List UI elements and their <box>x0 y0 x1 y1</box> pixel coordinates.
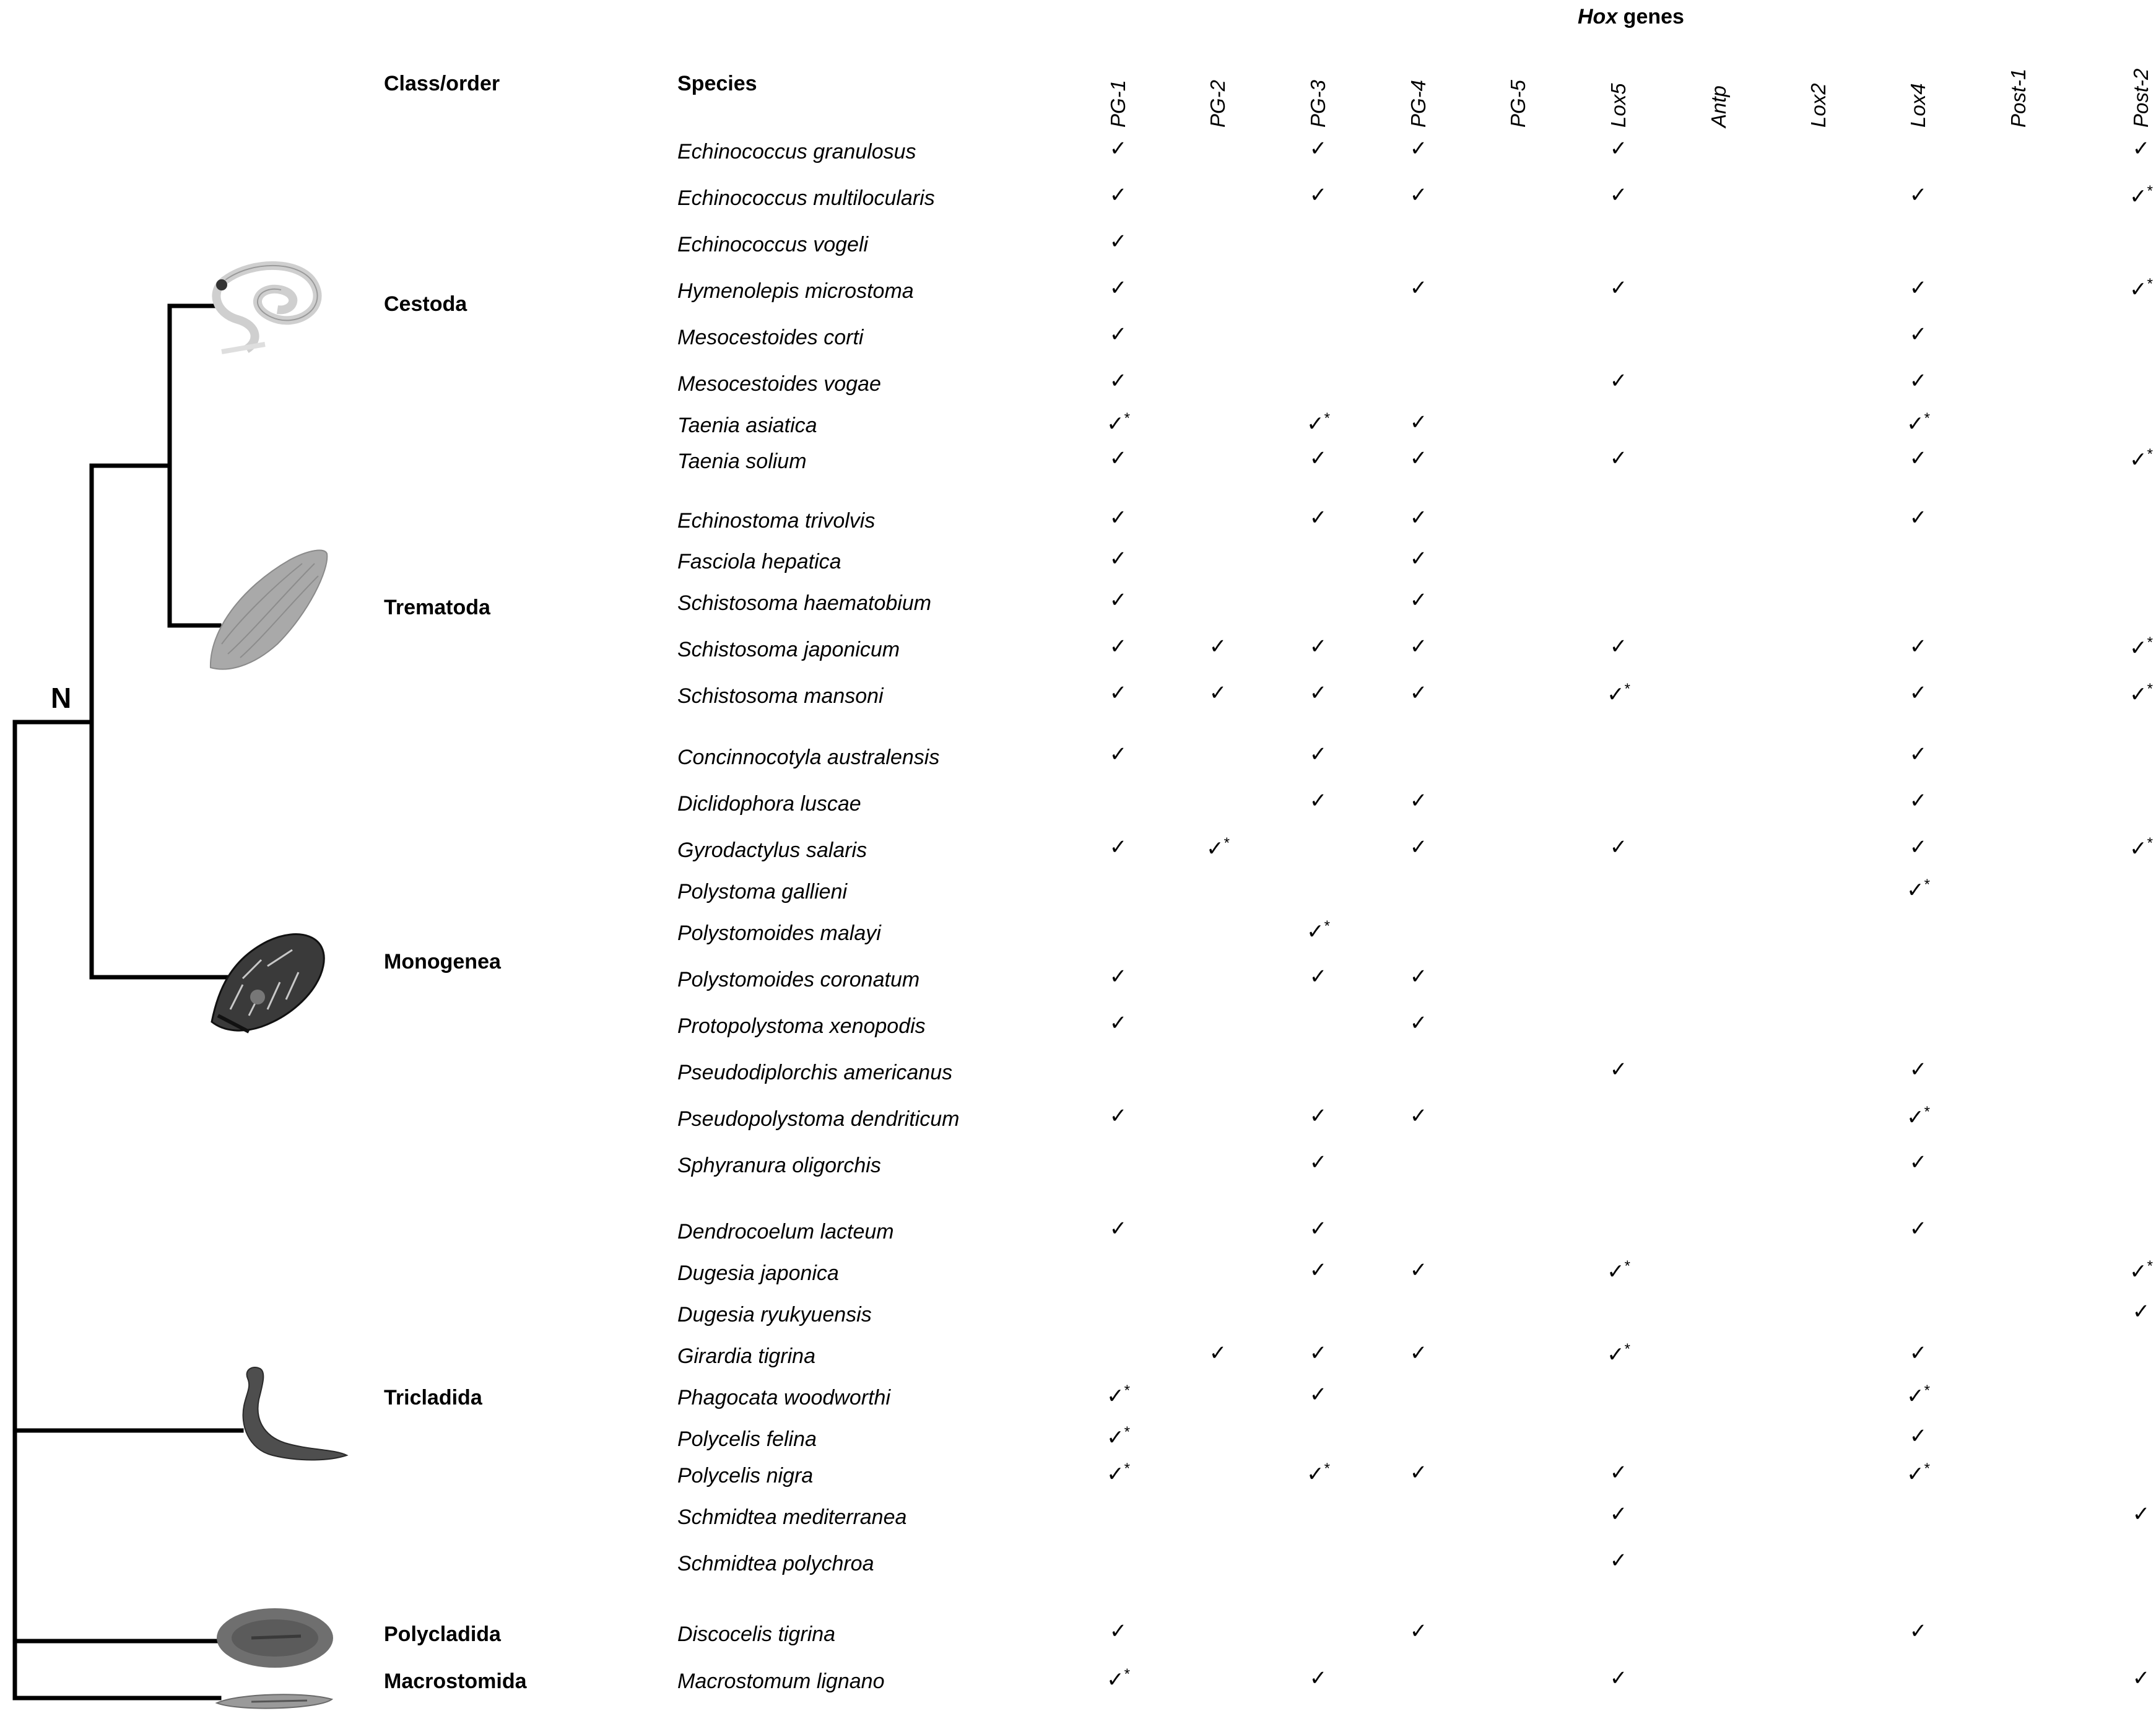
check-mark: ✓ <box>1409 1258 1428 1282</box>
species-name: Discocelis tigrina <box>677 1622 836 1646</box>
clade-label-polycladida: Polycladida <box>384 1622 501 1646</box>
check-mark: ✓ <box>1409 835 1428 859</box>
check-mark: ✓ <box>1409 1619 1428 1643</box>
check-mark: ✓ <box>1609 137 1628 160</box>
check-mark: ✓ <box>1409 411 1428 434</box>
check-mark: ✓ <box>1409 965 1428 988</box>
check-mark: ✓ <box>1109 323 1128 346</box>
check-mark: ✓ <box>1309 183 1328 207</box>
clade-label-trematoda: Trematoda <box>384 596 490 619</box>
check-mark: ✓ <box>2132 137 2150 160</box>
partial-sequence-star: * <box>1124 1424 1130 1440</box>
species-name: Schmidtea polychroa <box>677 1552 874 1575</box>
check-mark: ✓ <box>1306 1462 1324 1486</box>
check-mark: ✓ <box>1109 276 1128 300</box>
gene-header-antp: Antp <box>1707 85 1730 128</box>
partial-sequence-star: * <box>1124 1666 1130 1683</box>
gene-header-post-1: Post-1 <box>2007 68 2030 128</box>
check-mark: ✓ <box>1409 1104 1428 1128</box>
polyclad-icon <box>214 1604 336 1672</box>
check-mark: ✓ <box>1909 369 1928 393</box>
check-mark: ✓ <box>1409 547 1428 570</box>
check-mark: ✓ <box>1909 1619 1928 1643</box>
check-mark: ✓ <box>1309 1341 1328 1365</box>
species-name: Polystomoides coronatum <box>677 968 920 991</box>
partial-sequence-star: * <box>1924 1460 1930 1477</box>
check-mark: ✓ <box>1209 1341 1227 1365</box>
check-mark: ✓ <box>1409 137 1428 160</box>
partial-sequence-star: * <box>2147 446 2153 463</box>
partial-sequence-star: * <box>2147 1258 2153 1274</box>
check-mark: ✓ <box>2129 837 2147 861</box>
partial-sequence-star: * <box>1124 410 1130 427</box>
partial-sequence-star: * <box>1624 1258 1630 1274</box>
check-mark: ✓ <box>1309 1151 1328 1174</box>
check-mark: ✓ <box>1609 1549 1628 1572</box>
check-mark: ✓ <box>1609 183 1628 207</box>
check-mark: ✓ <box>1309 446 1328 470</box>
check-mark: ✓ <box>2132 1502 2150 1526</box>
check-mark: ✓ <box>2129 277 2147 302</box>
partial-sequence-star: * <box>1124 1460 1130 1477</box>
check-mark: ✓ <box>1306 920 1324 944</box>
check-mark: ✓ <box>1109 1104 1128 1128</box>
check-mark: ✓ <box>2129 1260 2147 1284</box>
check-mark: ✓ <box>1906 1105 1924 1130</box>
gene-header-post-2: Post-2 <box>2129 68 2152 128</box>
species-name: Protopolystoma xenopodis <box>677 1014 926 1038</box>
gene-header-pg-3: PG-3 <box>1306 79 1329 128</box>
species-name: Schmidtea mediterranea <box>677 1505 907 1529</box>
gene-header-pg-2: PG-2 <box>1206 79 1229 128</box>
check-mark: ✓ <box>1109 506 1128 529</box>
hox-genes-title-italic: Hox <box>1578 5 1618 28</box>
species-name: Dendrocoelum lacteum <box>677 1220 894 1243</box>
check-mark: ✓ <box>2129 448 2147 472</box>
check-mark: ✓ <box>1609 369 1628 393</box>
clade-label-cestoda: Cestoda <box>384 292 467 316</box>
species-name: Dugesia ryukyuensis <box>677 1303 872 1326</box>
species-name: Schistosoma haematobium <box>677 591 932 615</box>
species-name: Echinococcus vogeli <box>677 233 869 256</box>
check-mark: ✓ <box>2129 185 2147 209</box>
partial-sequence-star: * <box>1224 835 1230 851</box>
check-mark: ✓ <box>1209 681 1227 705</box>
species-name: Schistosoma japonicum <box>677 638 900 661</box>
check-mark: ✓ <box>1906 878 1924 902</box>
species-name: Concinnocotyla australensis <box>677 746 940 769</box>
check-mark: ✓ <box>1609 276 1628 300</box>
check-mark: ✓ <box>2132 1300 2150 1323</box>
check-mark: ✓ <box>1309 635 1328 658</box>
check-mark: ✓ <box>1909 1058 1928 1081</box>
species-name: Pseudodiplorchis americanus <box>677 1061 953 1084</box>
check-mark: ✓ <box>1909 323 1928 346</box>
species-name: Polycelis nigra <box>677 1464 814 1487</box>
check-mark: ✓ <box>1309 965 1328 988</box>
clade-label-macrostomida: Macrostomida <box>384 1670 527 1693</box>
partial-sequence-star: * <box>2147 634 2153 651</box>
check-mark: ✓ <box>1309 681 1328 705</box>
species-header: Species <box>677 72 757 95</box>
node-label: N <box>51 682 72 714</box>
partial-sequence-star: * <box>2147 276 2153 292</box>
check-mark: ✓ <box>1607 1260 1625 1284</box>
species-name: Macrostomum lignano <box>677 1670 885 1693</box>
check-mark: ✓ <box>1609 1502 1628 1526</box>
tapeworm-icon <box>203 260 333 359</box>
check-mark: ✓ <box>1109 1011 1128 1035</box>
check-mark: ✓ <box>1206 837 1224 861</box>
partial-sequence-star: * <box>1324 1460 1330 1477</box>
species-name: Polystomoides malayi <box>677 921 881 945</box>
check-mark: ✓ <box>1309 1217 1328 1240</box>
partial-sequence-star: * <box>1324 918 1330 934</box>
gene-header-lox2: Lox2 <box>1807 83 1830 128</box>
check-mark: ✓ <box>1309 137 1328 160</box>
check-mark: ✓ <box>1609 1461 1628 1484</box>
check-mark: ✓ <box>1906 1462 1924 1486</box>
partial-sequence-star: * <box>1624 1341 1630 1357</box>
check-mark: ✓ <box>1109 635 1128 658</box>
check-mark: ✓ <box>1309 1383 1328 1406</box>
check-mark: ✓ <box>1109 547 1128 570</box>
check-mark: ✓ <box>1409 446 1428 470</box>
gene-header-lox5: Lox5 <box>1607 83 1630 128</box>
check-mark: ✓ <box>2132 1666 2150 1690</box>
partial-sequence-star: * <box>1924 1382 1930 1399</box>
species-name: Mesocestoides vogae <box>677 372 881 396</box>
check-mark: ✓ <box>1909 183 1928 207</box>
check-mark: ✓ <box>1909 1217 1928 1240</box>
check-mark: ✓ <box>1609 446 1628 470</box>
species-name: Gyrodactylus salaris <box>677 838 867 862</box>
check-mark: ✓ <box>1109 965 1128 988</box>
species-name: Mesocestoides corti <box>677 326 864 349</box>
check-mark: ✓ <box>1909 506 1928 529</box>
species-name: Dugesia japonica <box>677 1261 839 1285</box>
partial-sequence-star: * <box>1324 410 1330 427</box>
check-mark: ✓ <box>1409 506 1428 529</box>
check-mark: ✓ <box>1909 1151 1928 1174</box>
check-mark: ✓ <box>1309 1666 1328 1690</box>
check-mark: ✓ <box>1409 635 1428 658</box>
check-mark: ✓ <box>1109 137 1128 160</box>
check-mark: ✓ <box>1609 635 1628 658</box>
species-name: Pseudopolystoma dendriticum <box>677 1107 960 1131</box>
class-order-header: Class/order <box>384 72 500 95</box>
species-name: Echinococcus multilocularis <box>677 186 935 210</box>
fluke-icon <box>203 545 333 675</box>
check-mark: ✓ <box>1109 183 1128 207</box>
check-mark: ✓ <box>1109 588 1128 612</box>
gene-header-pg-4: PG-4 <box>1407 79 1430 128</box>
check-mark: ✓ <box>1106 1668 1124 1692</box>
species-name: Hymenolepis microstoma <box>677 279 914 303</box>
partial-sequence-star: * <box>1124 1382 1130 1399</box>
species-name: Polystoma gallieni <box>677 880 848 904</box>
species-name: Phagocata woodworthi <box>677 1386 891 1409</box>
check-mark: ✓ <box>1409 588 1428 612</box>
check-mark: ✓ <box>1109 1217 1128 1240</box>
check-mark: ✓ <box>1109 1619 1128 1643</box>
species-name: Sphyranura oligorchis <box>677 1154 881 1177</box>
species-name: Taenia solium <box>677 450 807 473</box>
partial-sequence-star: * <box>1924 876 1930 893</box>
check-mark: ✓ <box>1109 230 1128 253</box>
check-mark: ✓ <box>1409 1461 1428 1484</box>
species-name: Girardia tigrina <box>677 1344 815 1368</box>
check-mark: ✓ <box>1209 635 1227 658</box>
check-mark: ✓ <box>1909 1341 1928 1365</box>
species-name: Polycelis felina <box>677 1427 817 1451</box>
planarian-icon <box>235 1362 353 1461</box>
check-mark: ✓ <box>1909 789 1928 812</box>
check-mark: ✓ <box>1607 682 1625 707</box>
check-mark: ✓ <box>1909 681 1928 705</box>
partial-sequence-star: * <box>1924 1104 1930 1120</box>
hox-genes-title-rest: genes <box>1617 5 1684 28</box>
check-mark: ✓ <box>1909 743 1928 766</box>
partial-sequence-star: * <box>2147 835 2153 851</box>
species-name: Taenia asiatica <box>677 414 817 437</box>
check-mark: ✓ <box>1409 681 1428 705</box>
check-mark: ✓ <box>1409 1011 1428 1035</box>
check-mark: ✓ <box>2129 682 2147 707</box>
partial-sequence-star: * <box>1624 681 1630 697</box>
check-mark: ✓ <box>1309 1258 1328 1282</box>
check-mark: ✓ <box>1106 1384 1124 1408</box>
check-mark: ✓ <box>1106 1462 1124 1486</box>
partial-sequence-star: * <box>1924 410 1930 427</box>
check-mark: ✓ <box>1109 369 1128 393</box>
check-mark: ✓ <box>1409 1341 1428 1365</box>
species-name: Schistosoma mansoni <box>677 684 884 708</box>
check-mark: ✓ <box>1906 412 1924 436</box>
check-mark: ✓ <box>1109 835 1128 859</box>
check-mark: ✓ <box>1309 1104 1328 1128</box>
check-mark: ✓ <box>1607 1343 1625 1367</box>
check-mark: ✓ <box>1106 412 1124 436</box>
check-mark: ✓ <box>1409 276 1428 300</box>
check-mark: ✓ <box>2129 636 2147 660</box>
check-mark: ✓ <box>1609 1666 1628 1690</box>
check-mark: ✓ <box>1909 446 1928 470</box>
check-mark: ✓ <box>1309 743 1328 766</box>
partial-sequence-star: * <box>2147 681 2153 697</box>
species-name: Fasciola hepatica <box>677 550 841 573</box>
gene-header-pg-5: PG-5 <box>1506 79 1529 128</box>
check-mark: ✓ <box>1609 1058 1628 1081</box>
check-mark: ✓ <box>1106 1426 1124 1450</box>
clade-label-tricladida: Tricladida <box>384 1386 482 1409</box>
check-mark: ✓ <box>1409 789 1428 812</box>
species-name: Echinococcus granulosus <box>677 140 916 163</box>
check-mark: ✓ <box>1109 681 1128 705</box>
gene-header-pg-1: PG-1 <box>1106 79 1129 128</box>
check-mark: ✓ <box>1309 506 1328 529</box>
monogenean-icon <box>206 923 336 1034</box>
check-mark: ✓ <box>1109 446 1128 470</box>
gene-header-lox4: Lox4 <box>1906 83 1929 128</box>
check-mark: ✓ <box>1909 276 1928 300</box>
check-mark: ✓ <box>1909 1424 1928 1448</box>
check-mark: ✓ <box>1309 789 1328 812</box>
clade-label-monogenea: Monogenea <box>384 950 501 973</box>
check-mark: ✓ <box>1109 743 1128 766</box>
macrostomum-icon <box>214 1689 336 1714</box>
check-mark: ✓ <box>1909 635 1928 658</box>
check-mark: ✓ <box>1609 835 1628 859</box>
species-name: Echinostoma trivolvis <box>677 509 876 533</box>
species-name: Diclidophora luscae <box>677 792 861 816</box>
check-mark: ✓ <box>1909 835 1928 859</box>
check-mark: ✓ <box>1906 1384 1924 1408</box>
partial-sequence-star: * <box>2147 183 2153 199</box>
check-mark: ✓ <box>1306 412 1324 436</box>
check-mark: ✓ <box>1409 183 1428 207</box>
